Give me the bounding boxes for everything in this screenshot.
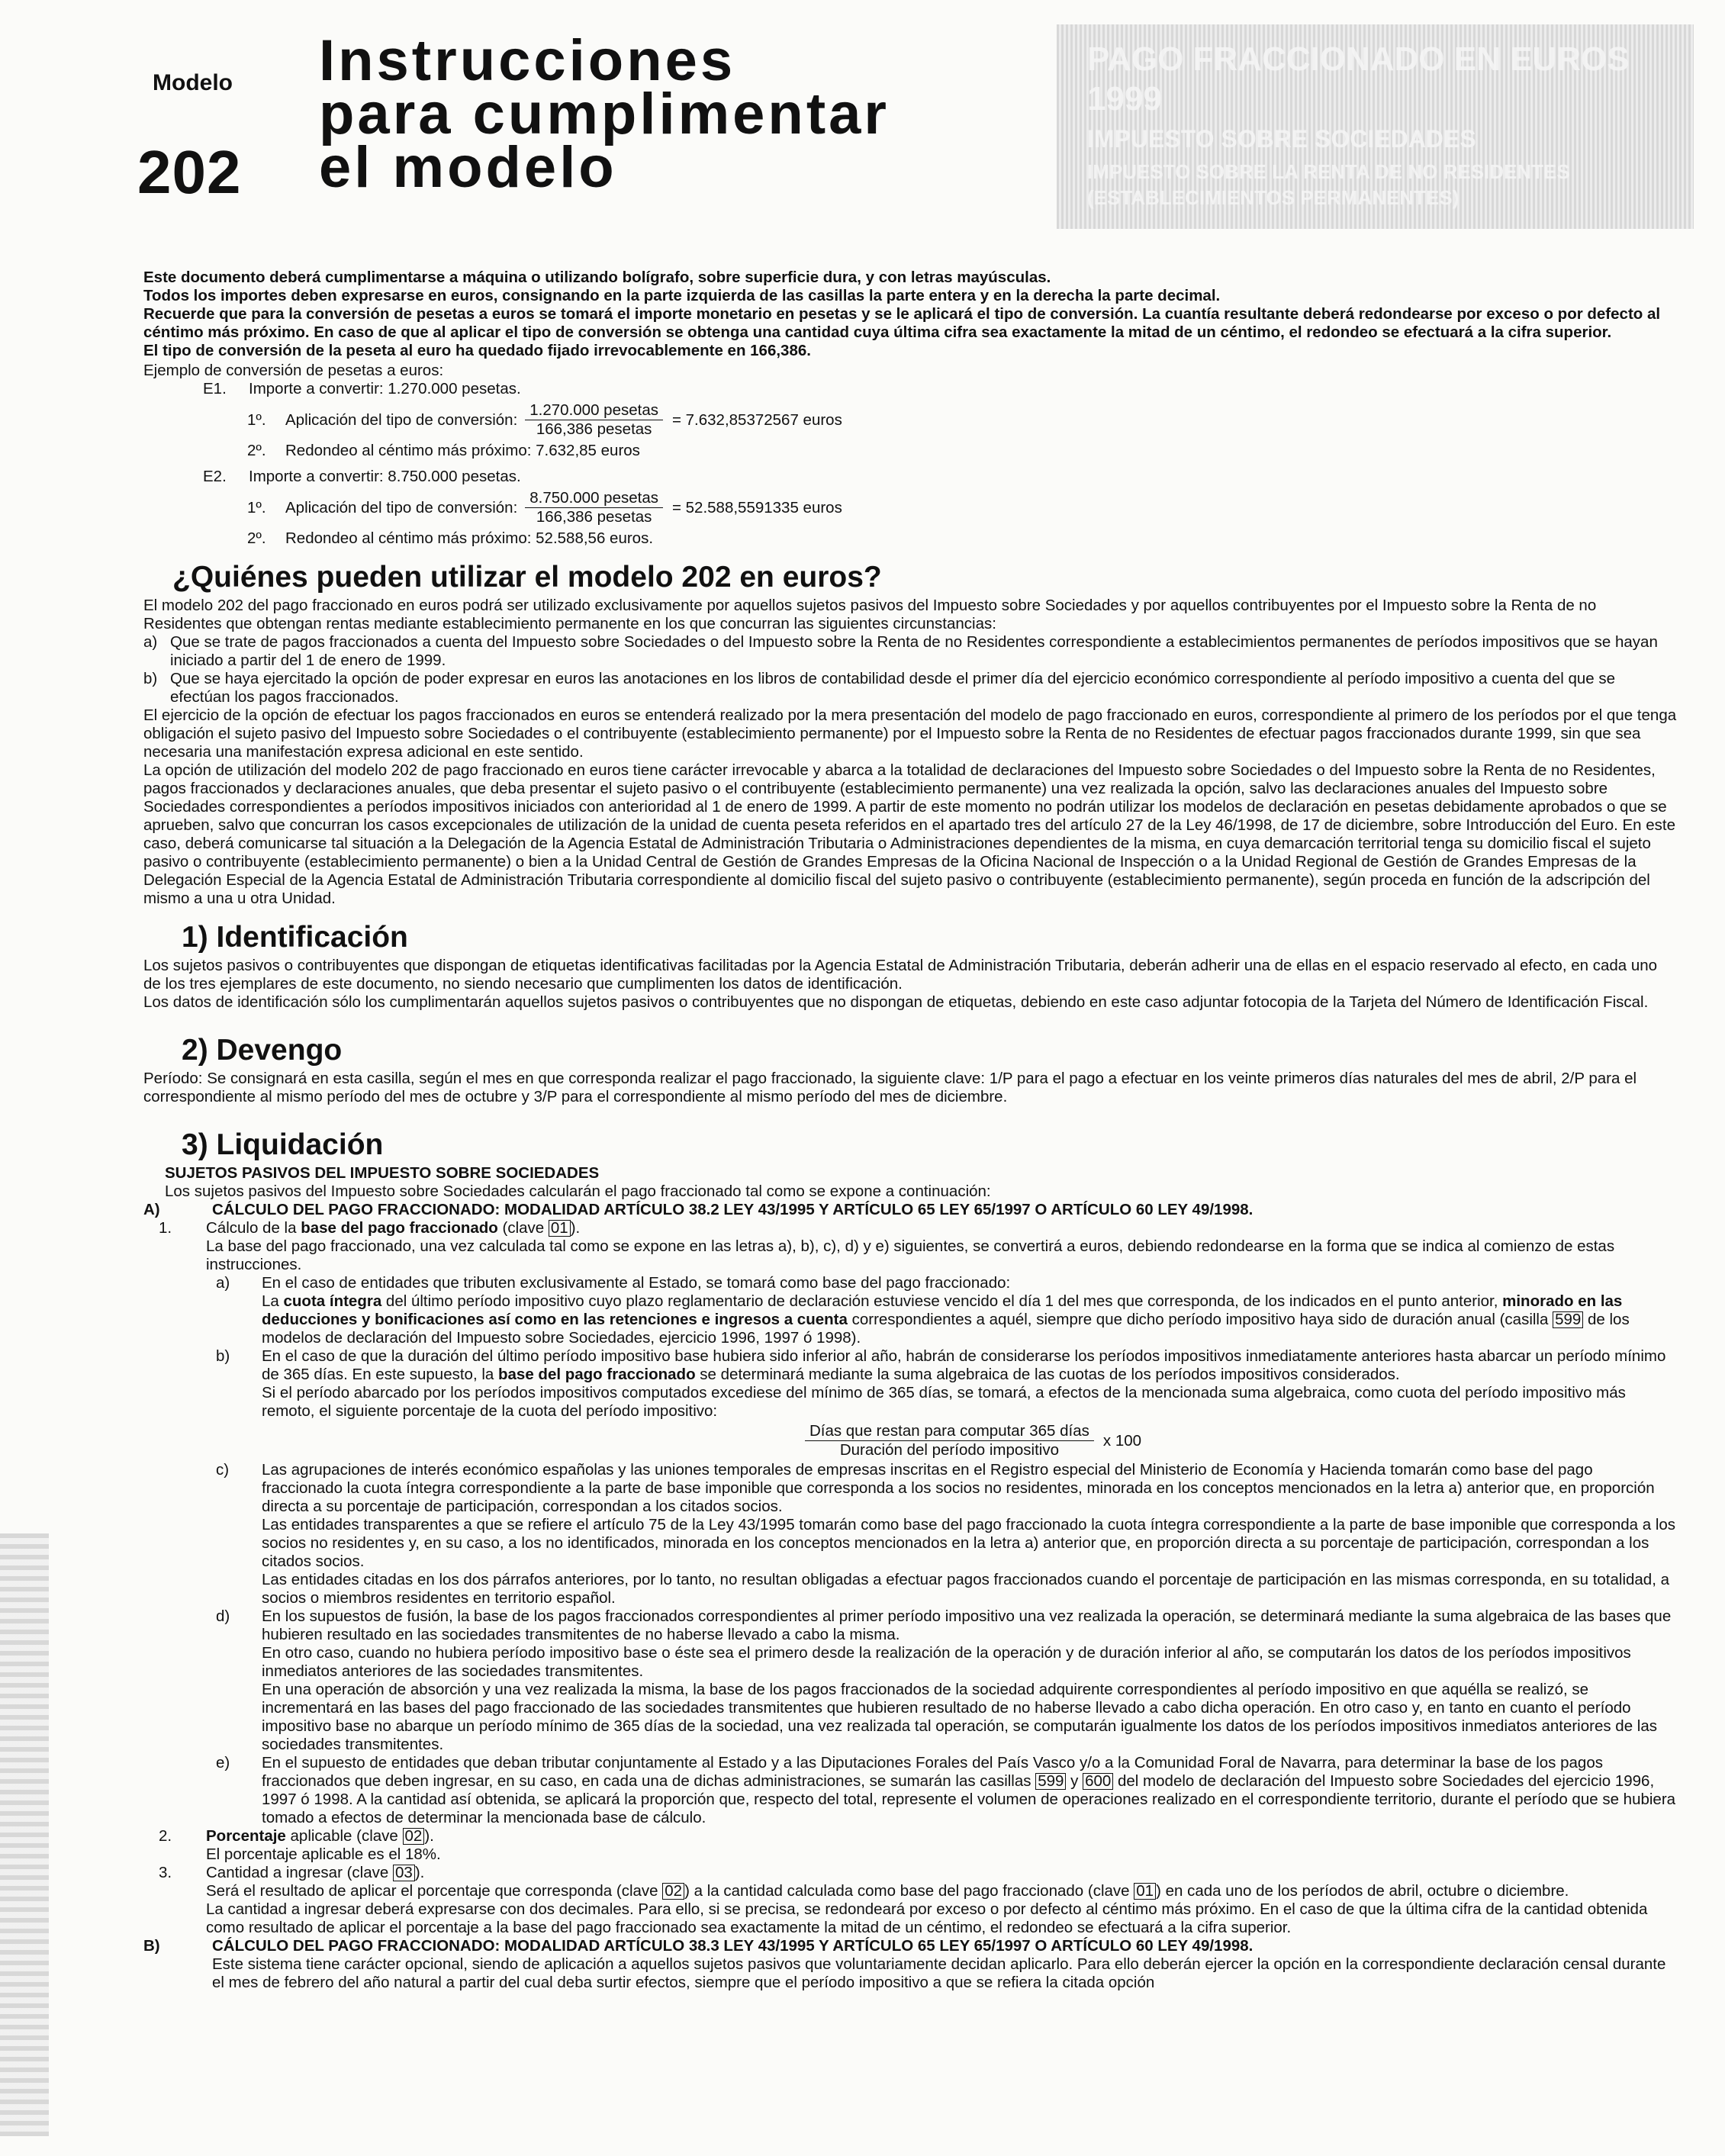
step-number: 1º. bbox=[247, 498, 266, 516]
faded-banner bbox=[1057, 24, 1694, 229]
example-text: Importe a convertir: 1.270.000 pesetas. bbox=[249, 380, 521, 397]
example-step bbox=[247, 489, 1677, 526]
text-bold: Porcentaje bbox=[206, 1827, 286, 1845]
paragraph: En una operación de absorción y una vez realizada la misma, la base de los pagos fraccionados de la sociedad adquirente correspondientes al período impositivo en que aquélla se realizó, se incrementará en las bases del pago fraccionado de las sociedades transmitentes que hubieren resultado de no haberse llevado a cabo dicha operación. En otro caso y, en tanto en cuanto el período impositivo base no abarque un período mínimo de 365 días de la sociedad, una vez realizada tal operación, se computarán igualmente los datos de los períodos impositivos inmediatos anteriores de las sociedades transmitentes. bbox=[262, 1681, 1658, 1753]
intro-paragraph: Recuerde que para la conversión de pesetas a euros se tomará el importe monetario en pesetas y se le aplicará el tipo de conversión. La cuantía resultante deberá redondearse por exceso o por defecto al céntimo más próximo. En caso de que al aplicar el tipo de conversión se obtenga una cantidad cuya última cifra sea exactamente la mitad de un céntimo, el redondeo se efectuará a la cifra superior. bbox=[143, 305, 1661, 341]
instructions-body bbox=[143, 269, 1677, 1992]
text: ) en cada uno de los períodos de abril, octubre o diciembre. bbox=[1156, 1882, 1569, 1900]
list-item bbox=[216, 1347, 1677, 1461]
fraction-numerator: Días que restan para computar 365 días bbox=[805, 1422, 1094, 1441]
text: Cálculo de la bbox=[206, 1219, 301, 1237]
paragraph: Período: Se consignará en esta casilla, según el mes en que corresponda realizar el pago fraccionado, la siguiente clave: 1/P para el pago a efectuar en los veinte primeros días naturales del mes de abril, 2/P para el correspondiente al mismo período del mes de octubre y 3/P para el correspondiente al mismo período del mes de diciembre. bbox=[143, 1070, 1637, 1105]
paragraph: En otro caso, cuando no hubiera período impositivo base o éste sea el primero desde la realización de la operación y de duración inferior al año, se computarán los datos de los períodos impositivos inmediatos anteriores de las sociedades transmitentes. bbox=[262, 1644, 1631, 1680]
text: aplicable (clave bbox=[285, 1827, 403, 1845]
item-heading bbox=[206, 1219, 1677, 1237]
list-item bbox=[143, 633, 1677, 670]
item-label: a) bbox=[216, 1274, 230, 1292]
paragraph: La opción de utilización del modelo 202 de pago fraccionado en euros tiene carácter irrevocable y abarca a la totalidad de declaraciones del Impuesto sobre Sociedades o del Impuesto sobre la Renta de no Residentes, pagos fraccionados y declaraciones anuales, que deba presentar el sujeto pasivo o el contribuyente (establecimiento permanente) una vez realizada la opción, salvo las declaraciones anuales del Impuesto sobre Sociedades correspondientes a períodos impositivos iniciados con anterioridad al 1 de enero de 1999. A partir de este momento no podrán utilizar los modelos de declaración en pesetas debidamente aprobados o que se aprueben, salvo que concurran los casos excepcionales de utilización de la unidad de cuenta peseta referidos en el apartado tres del artículo 27 de la Ley 46/1998, de 17 de diciembre, sobre Introducción del Euro. En este caso, deberá comunicarse tal situación a la Delegación de la Agencia Estatal de Administración Tributaria o Administraciones dependientes de la misma, en cuya demarcación territorial tenga su domicilio fiscal el sujeto pasivo o contribuyente (establecimiento permanente) o bien a la Unidad Central de Gestión de Grandes Empresas de la Oficina Nacional de Inspección o a la Unidad Regional de Gestión de Grandes Empresas de la Delegación Especial de la Agencia Estatal de Administración Tributaria correspondiente al domicilio fiscal del sujeto pasivo o contribuyente (establecimiento permanente), según proceda en función de la adscripción del mismo a una u otra Unidad. bbox=[143, 761, 1676, 907]
paragraph: Si el período abarcado por los períodos impositivos computados excediese del mínimo de 365 días, se tomará, a efectos de la mencionada suma algebraica, como cuota del período impositivo más remoto, el siguiente porcentaje de la cuota del período impositivo: bbox=[262, 1384, 1626, 1420]
example-step bbox=[247, 401, 1677, 439]
casilla-box: 02 bbox=[662, 1883, 684, 1900]
section-a-heading bbox=[143, 1201, 1677, 1219]
text: En el caso de que la duración del último período impositivo base hubiera sido inferior al año, habrán de considerarse los períodos impositivos inmediatamente anteriores hasta abarcar un período mínimo de 365 días. En este supuesto, la bbox=[262, 1347, 1666, 1383]
text: La bbox=[262, 1292, 284, 1310]
text: del último período impositivo cuyo plazo reglamentario de declaración estuviese vencido el día 1 del mes que corresponda, de los indicados en el punto anterior, bbox=[381, 1292, 1503, 1310]
title-line-3: el modelo bbox=[319, 135, 617, 200]
item-text: Que se trate de pagos fraccionados a cuenta del Impuesto sobre Sociedades o del Impuesto sobre la Renta de no Residentes correspondiente a establecimientos permanentes de períodos impositivos que se hayan iniciado a partir del 1 de enero de 1999. bbox=[170, 633, 1658, 669]
item-label: b) bbox=[143, 670, 158, 687]
paragraph: Los sujetos pasivos del Impuesto sobre Sociedades calcularán el pago fraccionado tal como se expone a continuación: bbox=[165, 1183, 991, 1200]
example-e1 bbox=[143, 380, 1677, 398]
item-label: b) bbox=[216, 1347, 230, 1365]
item-label: B) bbox=[143, 1937, 160, 1955]
formula-multiplier: x 100 bbox=[1102, 1431, 1142, 1450]
text: se determinará mediante la suma algebraica de las cuotas de los períodos impositivos considerados. bbox=[695, 1366, 1400, 1383]
item-heading bbox=[206, 1827, 441, 1845]
paragraph: En los supuestos de fusión, la base de los pagos fraccionados correspondientes al primer período impositivo una vez realizada la operación, se determinará mediante la suma algebraica de las bases que hubieren resultado en las sociedades transmitentes de no haberse llevado a cabo la misma. bbox=[262, 1607, 1672, 1643]
fraction-denominator: Duración del período impositivo bbox=[839, 1441, 1059, 1459]
paragraph: Las agrupaciones de interés económico españolas y las uniones temporales de empresas inscritas en el Registro especial del Ministerio de Economía y Hacienda tomarán como base del pago fraccionado la cuota íntegra correspondiente a la parte de base imponible que corresponda a los socios no residentes, minorada en los conceptos mencionados en la letra a) anterior que, en proporción directa a su porcentaje de participación, correspondan a los citados socios. bbox=[262, 1461, 1655, 1515]
sub-list bbox=[216, 1274, 1677, 1827]
text: (clave bbox=[497, 1219, 549, 1237]
item-heading: CÁLCULO DEL PAGO FRACCIONADO: MODALIDAD ARTÍCULO 38.3 LEY 43/1995 Y ARTÍCULO 65 LEY 65/1997 O ARTÍCULO 60 LEY 49/1998. bbox=[212, 1937, 1254, 1955]
casilla-box: 03 bbox=[393, 1865, 415, 1881]
paragraph bbox=[262, 1754, 1677, 1827]
list-item bbox=[216, 1461, 1677, 1607]
example-heading: Ejemplo de conversión de pesetas a euros: bbox=[143, 362, 444, 379]
banner-text bbox=[1087, 40, 1678, 211]
item-label: 1. bbox=[159, 1219, 172, 1237]
intro bbox=[143, 269, 1677, 360]
step-text: Redondeo al céntimo más próximo: 52.588,56 euros. bbox=[285, 529, 654, 547]
list-item bbox=[143, 670, 1677, 706]
item-label: e) bbox=[216, 1754, 230, 1771]
text: ) a la cantidad calculada como base del pago fraccionado (clave bbox=[684, 1882, 1134, 1900]
subheading: SUJETOS PASIVOS DEL IMPUESTO SOBRE SOCIEDADES bbox=[165, 1164, 600, 1182]
step-result: = 52.588,5591335 euros bbox=[671, 498, 842, 516]
title-line-2: para cumplimentar bbox=[319, 82, 890, 146]
paragraph: Los sujetos pasivos o contribuyentes que dispongan de etiquetas identificativas facilitadas por la Agencia Estatal de Administración Tributaria, deberán adherir una de ellas en el espacio reservado al efecto, en cada uno de los tres ejemplares de este documento, no siendo necesario que cumplimenten los datos de identificación. bbox=[143, 957, 1658, 993]
paragraph: La base del pago fraccionado, una vez calculada tal como se expone en las letras a), b), c), d) y e) siguientes, se convertirá a euros, debiendo redondearse en la forma que se indica al comienzo de estas instrucciones. bbox=[206, 1237, 1615, 1273]
banner-line-4: IMPUESTO SOBRE LA RENTA DE NO RESIDENTES bbox=[1087, 160, 1570, 183]
casilla-box: 599 bbox=[1553, 1311, 1583, 1328]
fraction-denominator: 166,386 pesetas bbox=[536, 508, 652, 526]
text: ). bbox=[414, 1864, 425, 1881]
step-result: = 7.632,85372567 euros bbox=[671, 410, 842, 429]
paragraph: El ejercicio de la opción de efectuar los pagos fraccionados en euros se entenderá realizado por la mera presentación del modelo de pago fraccionado en euros, correspondiente al primero de los períodos por el que tenga obligación el sujeto pasivo del Impuesto sobre Sociedades o el contribuyente (establecimiento permanente) por el Impuesto sobre la Renta de no Residentes de efectuar pagos fraccionados durante 1999, sin que sea necesaria una manifestación expresa adicional en este sentido. bbox=[143, 706, 1677, 761]
item-label: 2. bbox=[159, 1827, 172, 1845]
paragraph bbox=[262, 1292, 1677, 1347]
example-step bbox=[247, 529, 1677, 548]
casilla-box: 01 bbox=[1134, 1883, 1156, 1900]
paragraph: Los datos de identificación sólo los cumplimentarán aquellos sujetos pasivos o contribuyentes que no dispongan de etiquetas, debiendo en este caso adjuntar fotocopia de la Tarjeta del Número de Identificación Fiscal. bbox=[143, 993, 1649, 1011]
example-text: Importe a convertir: 8.750.000 pesetas. bbox=[249, 468, 521, 485]
fraction bbox=[525, 401, 663, 439]
conversion-example bbox=[143, 362, 1677, 548]
text-bold: base del pago fraccionado bbox=[301, 1219, 498, 1237]
fraction-denominator: 166,386 pesetas bbox=[536, 420, 652, 438]
step-text: Redondeo al céntimo más próximo: 7.632,85 euros bbox=[285, 442, 640, 459]
banner-line-1: PAGO FRACCIONADO EN EUROS bbox=[1087, 40, 1630, 78]
document-title bbox=[319, 28, 890, 200]
section-b-heading bbox=[143, 1937, 1677, 1992]
section-title-identificacion: 1) Identificación bbox=[182, 921, 408, 954]
list-item bbox=[159, 1827, 1677, 1864]
item-text: CÁLCULO DEL PAGO FRACCIONADO: MODALIDAD ARTÍCULO 38.2 LEY 43/1995 Y ARTÍCULO 65 LEY 65/1997 O ARTÍCULO 60 LEY 49/1998. bbox=[212, 1201, 1254, 1218]
intro-paragraph: Todos los importes deben expresarse en euros, consignando en la parte izquierda de las casillas la parte entera y en la derecha la parte decimal. bbox=[143, 287, 1221, 304]
list-item bbox=[216, 1274, 1677, 1347]
section-title-liquidacion: 3) Liquidación bbox=[182, 1128, 384, 1161]
paragraph: Este sistema tiene carácter opcional, siendo de aplicación a aquellos sujetos pasivos que voluntariamente decidan aplicarlo. Para ello deberán ejercer la opción en la correspondiente declaración censal durante el mes de febrero del año natural a partir del cual deba surtir efectos, siempre que el período impositivo a que se refiera la citada opción bbox=[212, 1955, 1666, 1991]
intro-paragraph: Este documento deberá cumplimentarse a máquina o utilizando bolígrafo, sobre superficie dura, y con letras mayúsculas. bbox=[143, 269, 1051, 286]
paragraph: En el caso de entidades que tributen exclusivamente al Estado, se tomará como base del pago fraccionado: bbox=[262, 1274, 1011, 1292]
step-number: 2º. bbox=[247, 442, 266, 459]
text: En el supuesto de entidades que deban tributar conjuntamente al Estado y a las Diputaciones Forales del País Vasco y/o a la Comunidad Foral de Navarra, para determinar la base de los pagos fraccionados que deben ingresar, en su caso, en cada una de dichas administraciones, se sumarán las casillas bbox=[262, 1754, 1603, 1790]
example-label: E2. bbox=[203, 468, 227, 485]
fraction bbox=[525, 489, 663, 526]
modelo-number: 202 bbox=[137, 138, 242, 206]
modelo-label: Modelo bbox=[153, 70, 233, 95]
text-bold: minorado en las deducciones y bonificaciones así como en las retenciones e ingresos a cuenta bbox=[262, 1292, 1623, 1328]
text: ). bbox=[570, 1219, 581, 1237]
paragraph: El porcentaje aplicable es el 18%. bbox=[206, 1845, 441, 1863]
text-bold: cuota íntegra bbox=[283, 1292, 382, 1310]
paragraph: El modelo 202 del pago fraccionado en euros podrá ser utilizado exclusivamente por aquellos sujetos pasivos del Impuesto sobre Sociedades y por aquellos contribuyentes por el Impuesto sobre la Renta de no Residentes que obtengan rentas mediante establecimiento permanente en los que concurran las siguientes circunstancias: bbox=[143, 597, 1597, 632]
example-step bbox=[247, 442, 1677, 460]
text: Será el resultado de aplicar el porcentaje que corresponda (clave bbox=[206, 1882, 663, 1900]
banner-line-5: (ESTABLECIMIENTOS PERMANENTES) bbox=[1087, 186, 1459, 209]
step-text: Aplicación del tipo de conversión: bbox=[285, 498, 518, 516]
text: y bbox=[1066, 1772, 1083, 1790]
example-label: E1. bbox=[203, 380, 227, 397]
paragraph: Las entidades transparentes a que se refiere el artículo 75 de la Ley 43/1995 tomarán como base del pago fraccionado la cuota íntegra correspondiente a la parte de base imponible que corresponda a los socios no residentes y, en su caso, a los no identificados, minorada en los conceptos mencionados en la letra a) anterior que, en proporción directa a su porcentaje de participación, correspondan a los citados socios. bbox=[262, 1516, 1676, 1570]
paragraph: La cantidad a ingresar deberá expresarse con dos decimales. Para ello, si se precisa, se redondeará por exceso o por defecto al céntimo más próximo. En el caso de que la última cifra de la cantidad obtenida como resultado de aplicar el porcentaje a la base del pago fraccionado sea exactamente la mitad de un céntimo, el redondeo se efectuará a la cifra superior. bbox=[206, 1900, 1648, 1936]
euro-pattern-decoration bbox=[0, 1533, 49, 2136]
text: correspondientes a aquél, siempre que dicho período impositivo haya sido de duración anual (casilla bbox=[847, 1311, 1553, 1328]
fraction-numerator: 1.270.000 pesetas bbox=[525, 401, 663, 420]
text: del modelo de declaración del Impuesto sobre Sociedades del ejercicio 1996, 1997 ó 1998. A la cantidad así obtenida, se aplicará la proporción que, respecto del total, represente el volumen de operaciones realizado en el correspondiente territorio, durante el período que se hubiera tomado a efectos de determinar la mencionada base de cálculo. bbox=[262, 1772, 1676, 1826]
fraction bbox=[805, 1422, 1094, 1459]
paragraph bbox=[262, 1347, 1677, 1384]
item-label: A) bbox=[143, 1201, 160, 1218]
casilla-box: 600 bbox=[1083, 1773, 1113, 1790]
title-line-1: Instrucciones bbox=[319, 28, 736, 93]
item-heading bbox=[206, 1864, 1677, 1882]
text: ). bbox=[424, 1827, 434, 1845]
item-label: c) bbox=[216, 1461, 230, 1479]
fraction-numerator: 8.750.000 pesetas bbox=[525, 489, 663, 508]
example-e2 bbox=[143, 468, 1677, 486]
step-number: 1º. bbox=[247, 410, 266, 429]
banner-line-2: 1999 bbox=[1087, 80, 1162, 117]
item-label: a) bbox=[143, 633, 158, 651]
section-title-devengo: 2) Devengo bbox=[182, 1034, 343, 1067]
list-item bbox=[216, 1754, 1677, 1827]
text-bold: base del pago fraccionado bbox=[498, 1366, 696, 1383]
list-item bbox=[159, 1864, 1677, 1937]
intro-paragraph: El tipo de conversión de la peseta al euro ha quedado fijado irrevocablemente en 166,386. bbox=[143, 342, 811, 359]
item-label: 3. bbox=[159, 1864, 172, 1881]
list-item bbox=[216, 1607, 1677, 1754]
casilla-box: 599 bbox=[1035, 1773, 1066, 1790]
casilla-box: 01 bbox=[549, 1220, 571, 1237]
item-label: d) bbox=[216, 1607, 230, 1625]
percentage-formula bbox=[262, 1422, 1677, 1459]
list-item bbox=[159, 1219, 1677, 1274]
text: de los modelos de declaración del Impuesto sobre Sociedades, ejercicio 1996, 1997 ó 1998). bbox=[262, 1311, 1630, 1347]
text: Cantidad a ingresar (clave bbox=[206, 1864, 393, 1881]
banner-line-3: IMPUESTO SOBRE SOCIEDADES bbox=[1087, 125, 1476, 153]
item-text: Que se haya ejercitado la opción de poder expresar en euros las anotaciones en los libros de contabilidad desde el primer día del ejercicio económico correspondiente al período impositivo a cuenta del que se efectúan los pagos fraccionados. bbox=[170, 670, 1615, 706]
paragraph: Las entidades citadas en los dos párrafos anteriores, por lo tanto, no resultan obligadas a efectuar pagos fraccionados cuando el porcentaje de participación en las mismas corresponda, en su totalidad, a socios o miembros residentes en territorio español. bbox=[262, 1571, 1669, 1607]
step-number: 2º. bbox=[247, 529, 266, 547]
step-text: Aplicación del tipo de conversión: bbox=[285, 410, 518, 429]
casilla-box: 02 bbox=[403, 1828, 425, 1845]
paragraph bbox=[206, 1882, 1677, 1900]
section-title-quienes: ¿Quiénes pueden utilizar el modelo 202 en euros? bbox=[172, 561, 882, 594]
